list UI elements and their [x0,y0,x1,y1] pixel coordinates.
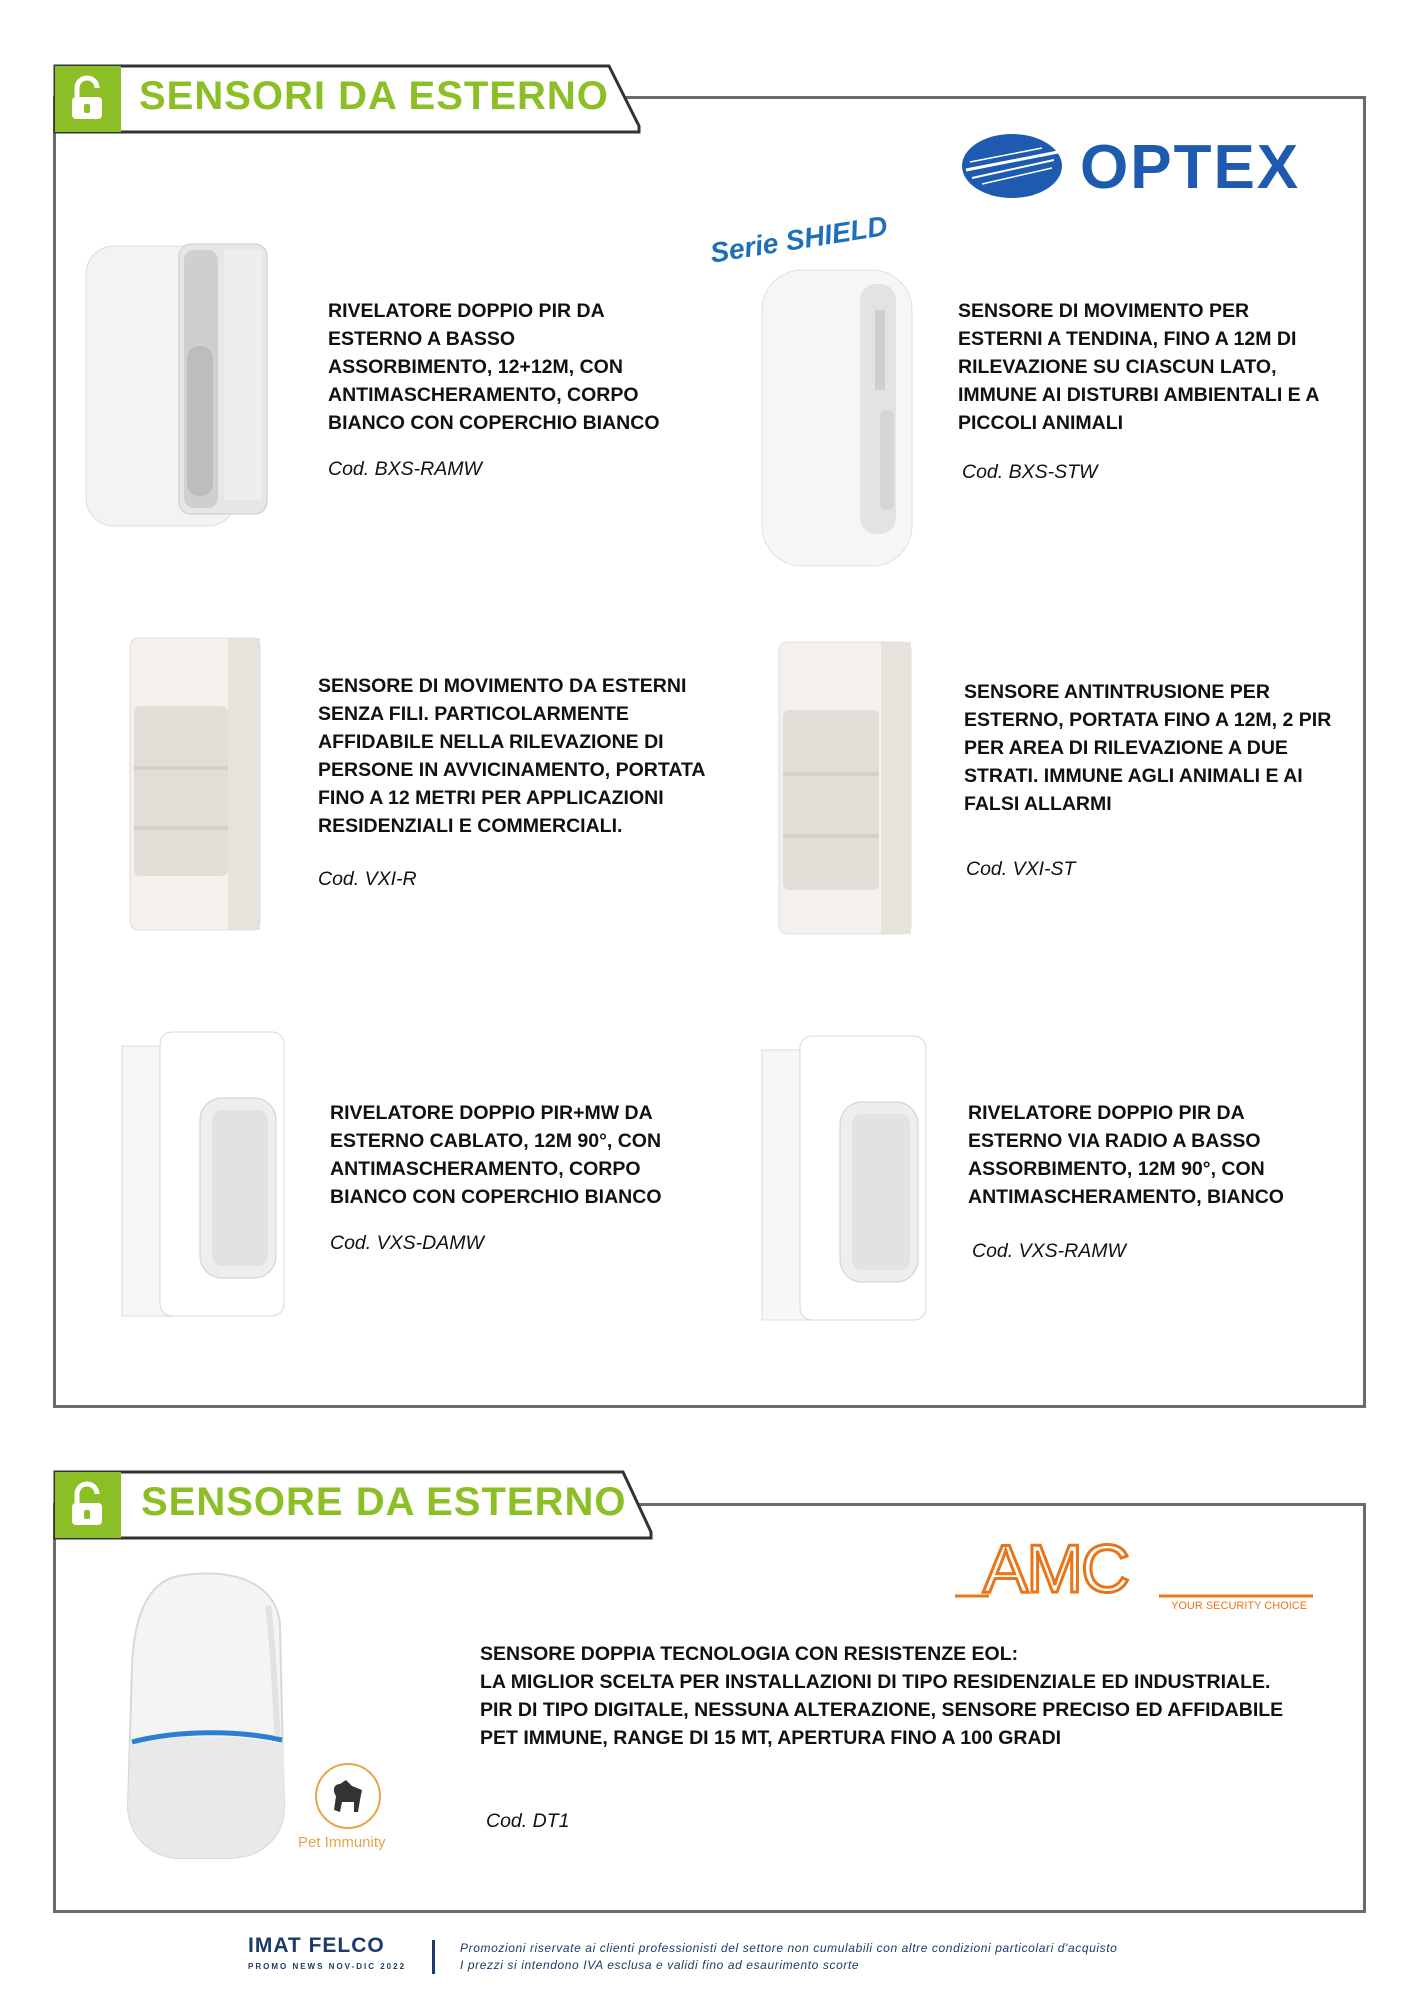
product-image-dt1 [118,1566,298,1871]
product-description: RIVELATORE DOPPIO PIR+MW DA ESTERNO CABLATO, 12M 90°, CON ANTIMASCHERAMENTO, CORPO BIANCO CON COPERCHIO BIANCO [330,1102,662,1208]
description-line: LA MIGLIOR SCELTA PER INSTALLAZIONI DI TIPO RESIDENZIALE ED INDUSTRIALE. [480,1671,1271,1693]
footer-note-line: I prezzi si intendono IVA esclusa e validi fino ad esaurimento scorte [460,1958,860,1972]
product-code: Cod. BXS-STW [962,461,1098,483]
product-description: SENSORE DI MOVIMENTO PER ESTERNI A TENDINA, FINO A 12M DI RILEVAZIONE SU CIASCUN LATO, IMMUNE AI DISTURBI AMBIENTALI E A PICCOLI ANIMALI [958,300,1319,434]
product-image-vxs-damw [120,1026,290,1327]
footer-subtitle: PROMO NEWS NOV-DIC 2022 [248,1962,407,1971]
product-description: RIVELATORE DOPPIO PIR DA ESTERNO VIA RADIO A BASSO ASSORBIMENTO, 12M 90°, CON ANTIMASCHERAMENTO, BIANCO [968,1102,1284,1208]
footer-divider [432,1940,435,1974]
product-image-vxs-ramw [760,1030,940,1331]
product-description: SENSORE DI MOVIMENTO DA ESTERNI SENZA FILI. PARTICOLARMENTE AFFIDABILE NELLA RILEVAZIONE DI PERSONE IN AVVICINAMENTO, PORTATA FINO A 12 METRI PER APPLICAZIONI RESIDENZIALI E COMMERCIALI. [318,675,705,837]
product-image-vxi-r [128,636,268,941]
amc-tagline: YOUR SECURITY CHOICE [1171,1600,1308,1612]
optex-wordmark: OPTEX [1080,133,1301,200]
amc-logo [955,1534,1315,1614]
footer-note [460,1940,1400,1974]
section-amc-header [53,1470,653,1542]
description-line: PET IMMUNE, RANGE DI 15 MT, APERTURA FINO A 100 GRADI [480,1727,1062,1749]
product-code: Cod. VXS-RAMW [972,1240,1126,1262]
optex-emblem-icon [962,134,1062,198]
product-code: Cod. VXI-ST [966,858,1076,880]
amc-wordmark: AMC [983,1534,1129,1607]
product-code: Cod. DT1 [486,1810,570,1832]
section-optex-header [53,64,643,136]
footer-note-line: Promozioni riservate ai clienti professionisti del settore non cumulabili con altre condizioni particolari d'acquisto [460,1941,1118,1955]
section-title: SENSORI DA ESTERNO [139,74,609,118]
amc-description [480,1640,1340,1752]
pet-immunity-badge [298,1760,406,1860]
description-line: PIR DI TIPO DIGITALE, NESSUNA ALTERAZIONE, SENSORE PRECISO ED AFFIDABILE [480,1699,1284,1721]
pet-immunity-label: Pet Immunity [298,1834,386,1851]
product-image-vxi-st [777,640,917,945]
product-description: SENSORE ANTINTRUSIONE PER ESTERNO, PORTATA FINO A 12M, 2 PIR PER AREA DI RILEVAZIONE A DUE STRATI. IMMUNE AGLI ANIMALI E AI FALSI ALLARMI [964,681,1332,815]
dog-icon [310,1760,406,1832]
footer-brand: IMAT FELCO [248,1934,385,1957]
product-image-bxs-stw [760,250,920,575]
product-image-bxs-ramw [84,236,284,541]
product-code: Cod. BXS-RAMW [328,458,482,480]
serie-shield-label: Serie SHIELD [708,210,890,269]
optex-logo [962,130,1342,200]
description-line: SENSORE DOPPIA TECNOLOGIA CON RESISTENZE EOL: [480,1643,1019,1665]
product-code: Cod. VXS-DAMW [330,1232,484,1254]
section-title: SENSORE DA ESTERNO [141,1480,627,1524]
product-code: Cod. VXI-R [318,868,417,890]
product-description: RIVELATORE DOPPIO PIR DA ESTERNO A BASSO ASSORBIMENTO, 12+12M, CON ANTIMASCHERAMENTO, CORPO BIANCO CON COPERCHIO BIANCO [328,300,660,434]
